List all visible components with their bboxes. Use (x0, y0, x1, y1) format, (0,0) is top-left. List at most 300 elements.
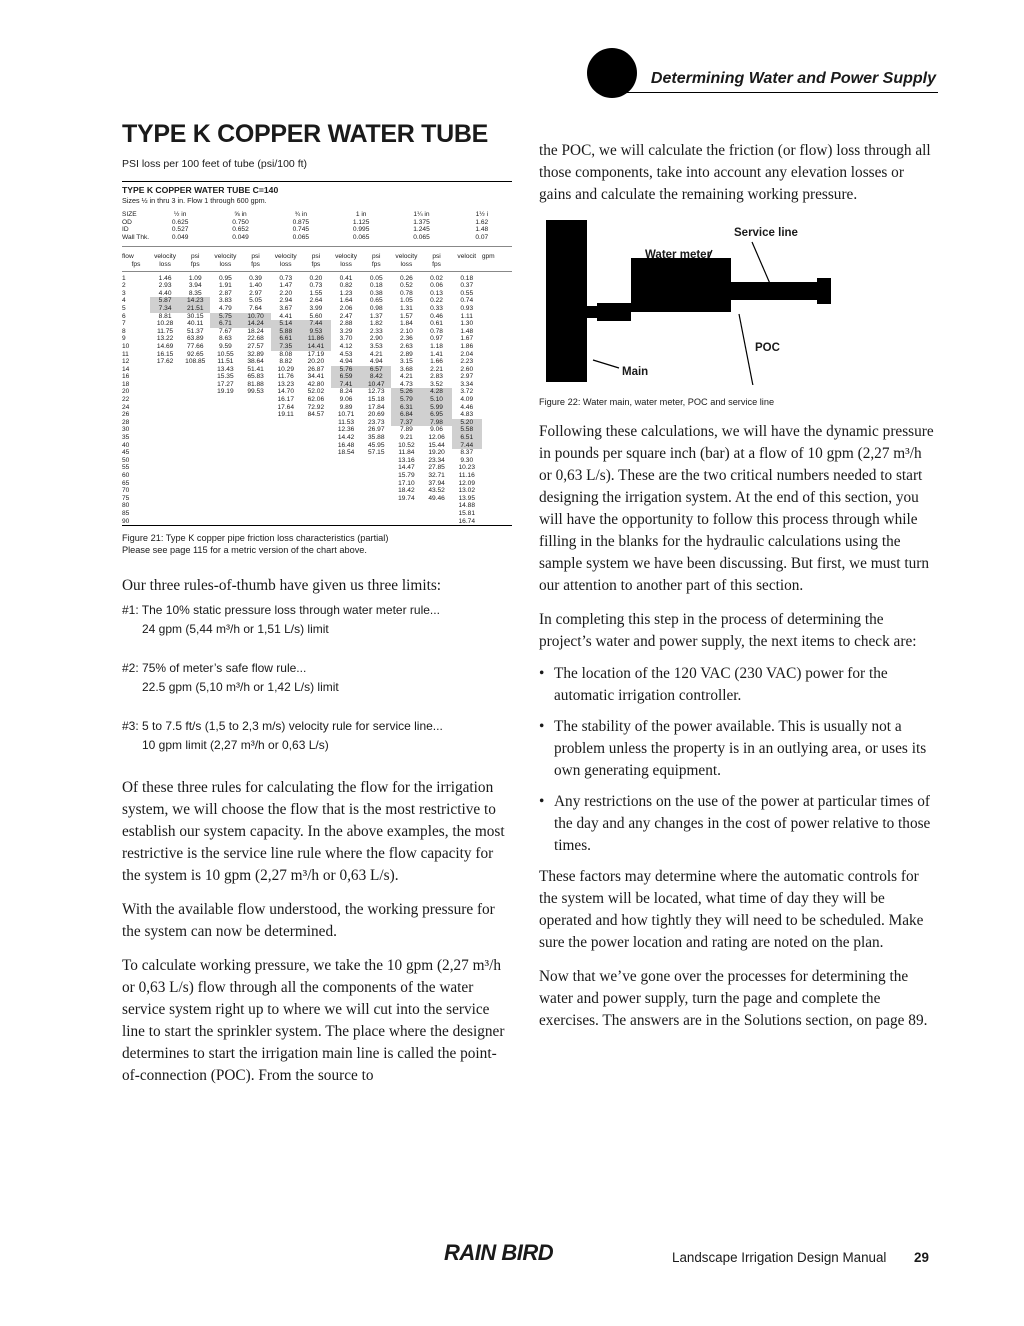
table-cell: 0.18 (369, 282, 383, 290)
table-cell: 2.36 (399, 335, 413, 343)
table-cell: 0.37 (460, 282, 474, 290)
table-row (122, 351, 512, 359)
table-cell: 5.60 (309, 312, 323, 320)
table-cell: 4.79 (218, 304, 232, 312)
table-cell: 51.37 (186, 327, 204, 335)
flow-gpm-cell: 11 (122, 350, 129, 358)
checklist (539, 663, 935, 857)
table-cell: 0.74 (460, 297, 474, 305)
table-cell: 92.65 (186, 350, 204, 358)
flow-gpm-cell: 55 (122, 464, 130, 472)
table-cell: 7.89 (399, 426, 413, 434)
flow-gpm-cell: 12 (122, 358, 130, 366)
table-body (122, 275, 512, 526)
table-cell: ¾ in (294, 211, 308, 218)
table-cell: 23.34 (428, 456, 445, 464)
water-meter-label: Water meter (645, 249, 712, 261)
table-cell: 1.05 (399, 297, 413, 305)
table-cell: 4.46 (460, 403, 474, 411)
table-cell: 3.70 (339, 335, 353, 343)
table-cell: 13.95 (458, 494, 475, 502)
column-header: velocity (274, 253, 297, 261)
table-cell: 62.06 (307, 396, 325, 404)
table-cell: 2.06 (339, 304, 353, 312)
table-cell: 5.14 (271, 320, 301, 328)
table-cell: 15.79 (398, 472, 415, 479)
table-cell: 3.72 (460, 388, 474, 396)
flow-gpm-cell: 26 (122, 411, 130, 419)
column-header: fps (251, 260, 260, 268)
table-cell: 37.94 (428, 479, 445, 487)
list-item (539, 716, 935, 782)
table-cell: 84.57 (307, 411, 325, 419)
table-cell: 12.73 (367, 388, 385, 396)
table-row-label: SIZE (122, 211, 137, 218)
table-cell: 6.59 (331, 373, 361, 381)
table-cell: 10.70 (240, 313, 270, 321)
table-cell: 10.55 (217, 350, 234, 358)
table-cell: 81.88 (247, 380, 264, 388)
table-cell: 6.84 (391, 411, 421, 419)
table-cell: 0.78 (399, 289, 413, 297)
column-header: loss (279, 260, 292, 268)
table-cell: 20.69 (367, 411, 385, 419)
table-cell: 14.47 (398, 464, 415, 472)
flow-gpm-cell: 40 (122, 441, 130, 449)
page-subtitle: PSI loss per 100 feet of tube (psi/100 ft) (122, 158, 308, 170)
table-cell: 19.19 (217, 388, 234, 396)
table-subtitle: Sizes ½ in thru 3 in. Flow 1 through 600 gpm. (122, 196, 267, 205)
table-cell: 13.22 (156, 335, 174, 343)
table-cell: 7.41 (331, 381, 361, 389)
table-cell: 10.23 (458, 464, 475, 472)
table-cell: 32.89 (247, 350, 264, 358)
table-cell: 21.51 (180, 305, 210, 313)
table-cell: 11.84 (398, 449, 415, 457)
table-cell: 27.85 (428, 464, 445, 472)
table-cell: 14.88 (458, 502, 475, 510)
table-cell: 7.34 (150, 305, 180, 313)
table-cell: 8.37 (460, 449, 474, 457)
rule-line: #1: The 10% static pressure loss through water meter rule... (122, 603, 440, 618)
table-cell: 5.75 (210, 313, 240, 321)
poc-label: POC (755, 342, 780, 354)
table-cell: 1.41 (430, 350, 443, 358)
table-cell: 0.65 (369, 297, 383, 305)
flow-gpm-cell: 60 (122, 472, 130, 479)
table-row (122, 464, 512, 472)
table-cell: 19.11 (277, 411, 294, 419)
table-cell: 0.38 (369, 289, 383, 297)
table-cell: 1½ i (475, 211, 489, 218)
table-size-rows (122, 211, 512, 247)
table-row (122, 335, 512, 343)
table-cell: ½ in (173, 211, 187, 218)
table-cell: 2.94 (279, 297, 293, 305)
body-paragraph: Of these three rules for calculating the flow for the irrigation system, we will choose the flow that is the most restrictive to establish our system capacity. In the above examples, the most restrictive is the service line rule where the flow capacity for the system is 10 gpm (2,27 m³/h or 0,63 L/s). (122, 779, 505, 885)
table-cell: 5.99 (421, 404, 451, 412)
table-row (122, 480, 512, 488)
table-cell: 18.42 (398, 487, 415, 495)
table-cell: 1.47 (279, 282, 293, 290)
flow-gpm-cell: 70 (122, 487, 130, 495)
table-cell: 4.94 (369, 358, 383, 366)
table-cell: 0.41 (339, 274, 353, 282)
flow-gpm-cell: 3 (122, 289, 126, 297)
table-cell: 1.09 (188, 274, 202, 282)
table-cell: 0.39 (249, 274, 262, 282)
table-cell: 16.15 (156, 350, 174, 358)
flow-gpm-cell: 90 (122, 517, 130, 525)
body-paragraph: Now that we’ve gone over the processes for determining the water and power supply, turn the page and complete the exercises. The answers are in the Solutions section, on page 89. (539, 968, 928, 1029)
table-cell: 0.02 (430, 274, 443, 282)
table-cell: 2.20 (279, 289, 293, 297)
table-cell: 1¼ in (413, 211, 430, 218)
flow-gpm-cell: 7 (122, 320, 126, 328)
flow-gpm-cell: 1 (122, 274, 126, 282)
table-cell: 11.75 (157, 327, 174, 335)
section-title: Determining Water and Power Supply (650, 70, 936, 87)
flow-gpm-cell: 80 (122, 502, 130, 510)
table-cell: 4.94 (339, 358, 353, 366)
figure-21-caption-line-2: Please see page 115 for a metric version of the chart above. (122, 545, 367, 556)
table-cell: 0.52 (399, 282, 413, 290)
bullet-glyph: • (539, 665, 545, 682)
water-supply-diagram (539, 220, 935, 385)
table-row (122, 320, 512, 328)
rule-limit: 24 gpm (5,44 m³/h or 1,51 L/s) limit (142, 622, 329, 637)
table-cell: ⅝ in (234, 211, 247, 218)
table-cell: 17.10 (398, 479, 415, 487)
table-cell: 1 in (355, 211, 367, 218)
column-header: velocity (395, 253, 418, 261)
table-cell: 1.48 (460, 327, 474, 335)
table-cell: 18.54 (337, 449, 355, 457)
table-cell: 14.70 (277, 388, 294, 396)
table-row (122, 457, 512, 465)
rule-limit: 10 gpm limit (2,27 m³/h or 0,63 L/s) (142, 738, 329, 753)
table-cell: 7.67 (218, 327, 232, 335)
table-cell: 17.19 (307, 350, 325, 358)
table-row-label: Wall Thk. (122, 233, 150, 241)
body-paragraph: Following these calculations, we will have the dynamic pressure in pounds per square inch (bar) at a flow of 10 gpm (2,27 m³/h or 0,63 L/s). These are the two critical numbers needed to start designing the irrigation system. At the end of this section, you will have the opportunity to follow this process through while filling in the blanks for the hydraulic calculations using the sample system we have been discussing. But first, we must turn our attention to another part of this section. (539, 423, 934, 594)
column-header: velocity (335, 253, 358, 261)
list-item-text: Any restrictions on the use of the power at particular times of the day and any changes in the cost of power relative to those times. (554, 793, 931, 854)
table-cell: 1.64 (339, 297, 353, 305)
table-cell: 11.16 (458, 472, 475, 479)
table-cell: 13.23 (277, 380, 294, 388)
table-cell: 51.41 (247, 365, 264, 373)
flow-gpm-cell: 65 (122, 479, 130, 487)
table-cell: 0.55 (460, 289, 474, 297)
table-cell: 1.40 (249, 282, 262, 290)
table-cell: 3.83 (218, 297, 232, 305)
table-cell: 4.09 (460, 396, 474, 404)
table-cell: 2.89 (399, 350, 413, 358)
table-cell: 9.30 (460, 456, 474, 464)
table-cell: 0.745 (292, 226, 310, 234)
table-cell: 3.94 (188, 282, 202, 290)
table-cell: 1.55 (309, 289, 323, 297)
table-cell: 1.31 (399, 304, 413, 312)
table-cell: 12.36 (337, 426, 355, 434)
table-cell: 6.61 (271, 335, 301, 343)
table-cell: 26.87 (307, 365, 325, 373)
table-cell: 9.21 (399, 434, 413, 442)
body-paragraph: These factors may determine where the automatic controls for the system will be located, what time of day they will be operated and how tightly they will need to be scheduled. Make sure the power location and rating are noted on the plan. (539, 868, 924, 951)
table-cell: 11.76 (277, 373, 294, 381)
table-cell: 7.64 (249, 304, 262, 312)
table-cell: 99.53 (247, 388, 264, 396)
table-cell: 14.41 (301, 343, 331, 351)
table-cell: 0.875 (292, 218, 310, 226)
table-cell: 8.08 (279, 350, 293, 358)
column-header: velocity (214, 253, 237, 261)
table-column-headers (122, 253, 512, 271)
table-row (122, 442, 512, 450)
table-row (122, 328, 512, 336)
water-supply-diagram-graphic (539, 220, 935, 385)
table-cell: 18.24 (247, 327, 264, 335)
table-cell: 2.60 (460, 365, 474, 373)
table-cell: 2.97 (249, 289, 262, 297)
flow-gpm-cell: 24 (122, 403, 130, 411)
table-cell: 6.57 (361, 366, 391, 374)
table-cell: 3.15 (399, 358, 413, 366)
table-cell: 1.375 (413, 218, 430, 226)
column-header: velocit (457, 253, 477, 261)
table-cell: 15.81 (458, 509, 475, 517)
table-cell: 0.065 (413, 233, 430, 241)
table-cell: 12.09 (458, 479, 475, 487)
table-cell: 5.10 (421, 396, 451, 404)
flow-gpm-cell: 8 (122, 327, 126, 335)
list-item (539, 791, 935, 857)
table-cell: 1.245 (413, 226, 430, 234)
list-item (539, 663, 935, 707)
column-header: fps (432, 260, 441, 268)
table-cell: 19.74 (398, 494, 415, 502)
table-cell: 63.89 (186, 335, 204, 343)
table-cell: 0.065 (352, 233, 370, 241)
table-cell: 0.049 (232, 233, 249, 241)
table-cell: 14.69 (156, 342, 174, 350)
list-item-text: The stability of the power available. This is usually not a problem unless the property is in an outlying area, or uses its own generating equipment. (554, 718, 927, 779)
rule-line: #2: 75% of meter’s safe flow rule... (122, 661, 307, 676)
table-cell: 17.62 (156, 358, 174, 366)
table-cell: 38.64 (247, 358, 264, 366)
table-cell: 8.24 (339, 388, 353, 396)
table-cell: 0.78 (430, 327, 443, 335)
table-cell: 1.125 (352, 218, 370, 226)
table-cell: 49.46 (428, 494, 445, 502)
table-title: TYPE K COPPER WATER TUBE C=140 (122, 185, 279, 195)
table-cell: 57.15 (367, 449, 385, 457)
table-cell: 3.68 (399, 365, 413, 373)
table-cell: 2.21 (430, 365, 443, 373)
table-cell: 2.23 (460, 358, 474, 366)
table-cell: 9.89 (339, 403, 353, 411)
table-cell: 1.11 (460, 312, 473, 320)
column-header: fps (131, 260, 141, 268)
table-cell: 2.93 (158, 282, 172, 290)
table-cell: 4.21 (369, 350, 383, 358)
table-row (122, 472, 512, 480)
flow-gpm-cell: 75 (122, 494, 130, 502)
table-cell: 0.22 (430, 297, 443, 305)
column-header: psi (432, 253, 441, 261)
table-cell: 16.74 (458, 517, 475, 525)
table-cell: 5.79 (391, 396, 421, 404)
table-cell: 3.29 (339, 327, 353, 335)
table-row (122, 366, 512, 374)
figure-21-caption (122, 532, 512, 556)
manual-title: Landscape Irrigation Design Manual (672, 1250, 887, 1265)
table-row (122, 510, 512, 518)
table-cell: 3.53 (369, 342, 383, 350)
table-cell: 1.84 (399, 320, 413, 328)
table-cell: 5.88 (271, 328, 301, 336)
table-cell: 0.82 (339, 282, 353, 290)
table-row (122, 297, 512, 305)
table-cell: 1.23 (339, 289, 353, 297)
table-row (122, 404, 512, 412)
table-cell: 0.13 (430, 289, 443, 297)
table-cell: 52.02 (307, 388, 325, 396)
table-cell: 14.42 (337, 434, 355, 442)
table-cell: 1.62 (475, 218, 489, 226)
main-label: Main (622, 366, 649, 378)
table-cell: 2.47 (339, 312, 353, 320)
table-cell: 11.86 (301, 335, 331, 343)
figure-21-caption-line-1: Figure 21: Type K copper pipe friction loss characteristics (partial) (122, 533, 389, 544)
table-cell: 6.51 (452, 434, 482, 442)
table-row (122, 434, 512, 442)
table-row (122, 449, 512, 457)
rain-bird-logo (444, 1238, 616, 1272)
table-cell: 0.26 (399, 274, 413, 282)
table-cell: 6.95 (421, 411, 451, 419)
table-cell: 2.64 (309, 297, 323, 305)
table-cell: 2.33 (369, 327, 383, 335)
table-cell: 2.10 (399, 327, 413, 335)
table-cell: 4.53 (339, 350, 353, 358)
table-cell: 1.30 (460, 320, 474, 328)
table-cell: 0.07 (475, 233, 489, 241)
table-row (122, 388, 512, 396)
rule-limit: 22.5 gpm (5,10 m³/h or 1,42 L/s) limit (142, 680, 339, 695)
table-cell: 16.48 (337, 441, 355, 449)
flow-gpm-cell: 30 (122, 426, 130, 434)
table-cell: 10.52 (398, 441, 415, 449)
table-cell: 15.35 (217, 373, 234, 381)
column-header: loss (219, 260, 232, 268)
column-header: loss (400, 260, 413, 268)
table-row (122, 419, 512, 427)
table-row (122, 373, 512, 381)
table-cell: 12.06 (428, 434, 445, 442)
table-cell: 0.652 (232, 226, 249, 234)
table-cell: 5.87 (150, 297, 180, 305)
table-cell: 11.53 (338, 418, 355, 426)
table-cell: 0.95 (218, 274, 232, 282)
table-row (122, 396, 512, 404)
table-cell: 2.97 (460, 373, 474, 381)
table-cell: 17.27 (217, 380, 234, 388)
table-cell: 5.76 (331, 366, 361, 374)
water-meter-body (631, 258, 731, 312)
table-cell: 0.93 (460, 304, 474, 312)
table-row-label: ID (122, 226, 129, 234)
table-cell: 13.02 (458, 487, 475, 495)
poc-connection (597, 303, 631, 321)
table-row-label: OD (122, 218, 132, 226)
table-cell: 3.34 (460, 380, 474, 388)
table-cell: 2.87 (218, 289, 232, 297)
table-column-header-row (122, 253, 512, 271)
table-cell: 9.06 (430, 426, 443, 434)
table-cell: 0.625 (171, 218, 189, 226)
table-cell: 15.18 (367, 396, 385, 404)
table-cell: 26.97 (367, 426, 385, 434)
column-header: psi (372, 253, 381, 261)
table-cell: 0.995 (352, 226, 370, 234)
table-cell: 0.18 (460, 274, 474, 282)
flow-gpm-cell: 35 (122, 434, 130, 442)
column-header: fps (311, 260, 321, 268)
table-cell: 5.26 (391, 388, 421, 396)
table-cell: 3.52 (430, 380, 443, 388)
table-cell: 7.44 (452, 442, 482, 450)
flow-gpm-cell: 20 (122, 388, 130, 396)
header-rule (600, 92, 938, 93)
table-cell: 27.57 (247, 342, 264, 350)
column-header: psi (191, 253, 200, 261)
rules-intro: Our three rules-of-thumb have given us three limits: (122, 577, 442, 595)
page-number: 29 (914, 1250, 929, 1265)
table-cell: 4.41 (279, 312, 293, 320)
table-row (122, 502, 512, 510)
table-cell: 0.049 (171, 233, 189, 241)
table-cell: 42.80 (307, 380, 325, 388)
table-cell: 2.04 (460, 350, 474, 358)
flow-gpm-cell: 16 (122, 373, 130, 381)
table-cell: 0.065 (292, 233, 310, 241)
service-line-end (817, 278, 831, 304)
body-paragraph: In completing this step in the process of determining the project’s water and power supply, the next items to check are: (539, 611, 917, 650)
table-row (122, 305, 512, 313)
flow-gpm-cell: 28 (122, 418, 130, 426)
table-cell: 9.06 (339, 396, 353, 404)
table-row (122, 358, 512, 366)
table-cell: 16.17 (277, 396, 294, 404)
table-cell: 11.51 (217, 358, 234, 366)
table-cell: 2.83 (430, 373, 443, 381)
table-cell: 1.67 (460, 335, 474, 343)
table-cell: 8.82 (279, 358, 293, 366)
table-cell: 35.88 (367, 434, 385, 442)
table-cell: 77.66 (186, 342, 204, 350)
table-cell: 8.35 (188, 289, 202, 297)
main-leader (593, 360, 619, 368)
table-cell: 4.12 (339, 342, 353, 350)
table-cell: 7.98 (421, 419, 451, 427)
table-cell: 9.59 (218, 342, 232, 350)
table-cell: 0.98 (369, 304, 383, 312)
water-main-pipe (546, 220, 587, 382)
table-cell: 1.91 (218, 282, 232, 290)
table-cell: 7.37 (391, 419, 421, 427)
